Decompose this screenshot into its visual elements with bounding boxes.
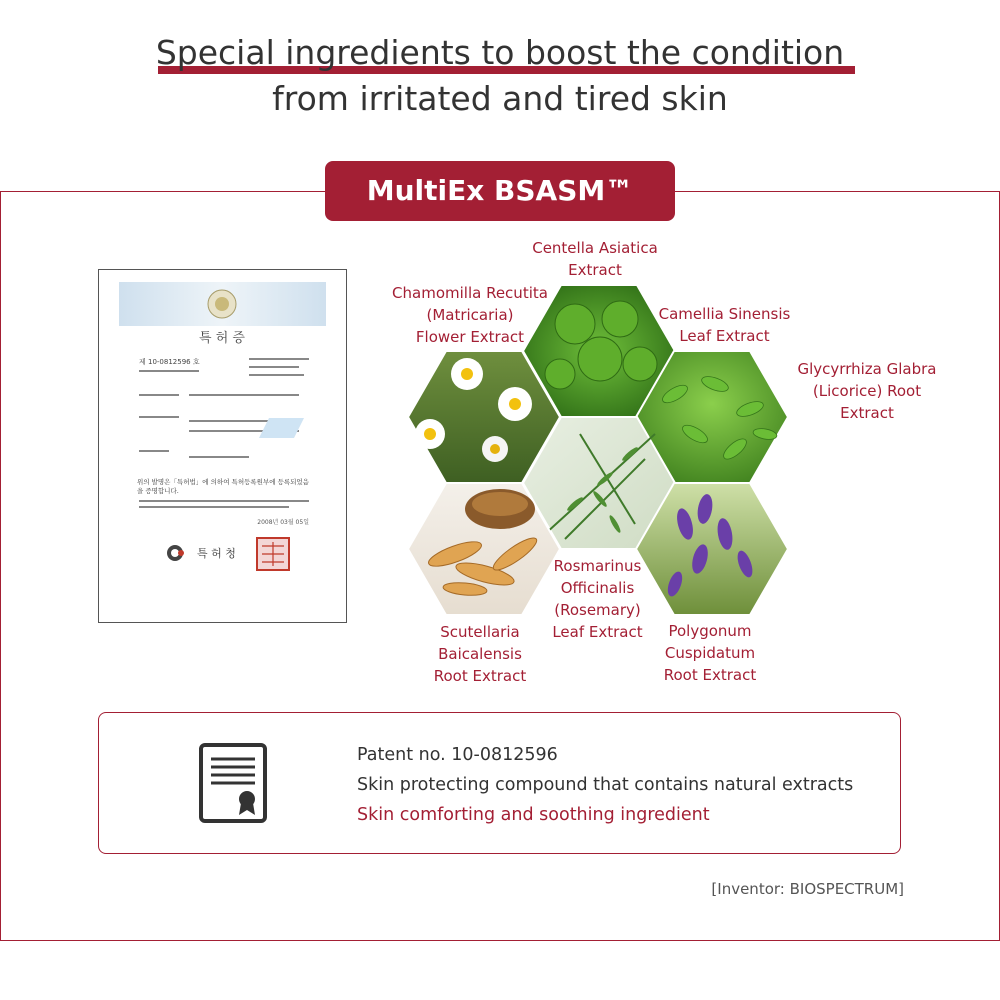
patent-certificate-image <box>98 269 347 623</box>
title-line-1: Special ingredients to boost the condition <box>155 33 845 72</box>
certificate-date: 2008년 03월 05일 <box>257 519 309 526</box>
product-badge: MultiEx BSASM™ <box>325 161 675 221</box>
label-centella: Centella Asiatica Extract <box>532 239 658 279</box>
title-line-2: from irritated and tired skin <box>272 79 728 118</box>
certificate-issuer: 특 허 청 <box>197 547 236 560</box>
ingredient-hexagons <box>405 284 790 620</box>
patent-number: Patent no. 10-0812596 <box>357 745 558 765</box>
page-title <box>0 30 1000 122</box>
certificate-heading: 특 허 증 <box>199 331 245 346</box>
patent-highlight: Skin comforting and soothing ingredient <box>357 805 710 825</box>
label-glycyrrhiza: Glycyrrhiza Glabra (Licorice) Root Extract <box>797 360 937 422</box>
patent-details <box>357 740 853 830</box>
label-chamomilla: Chamomilla Recutita (Matricaria) Flower Extract <box>392 284 548 346</box>
inventor-credit: [Inventor: BIOSPECTRUM] <box>711 880 904 898</box>
label-rosmarinus: Rosmarinus Officinalis (Rosemary) Leaf Extract <box>552 557 643 641</box>
patent-description: Skin protecting compound that contains natural extracts <box>357 775 854 795</box>
label-polygonum: Polygonum Cuspidatum Root Extract <box>663 622 757 684</box>
certificate-number: 제 10-0812596 호 <box>139 358 200 366</box>
label-scutellaria: Scutellaria Baicalensis Root Extract <box>433 623 527 685</box>
certificate-illustration <box>99 270 346 622</box>
label-camellia: Camellia Sinensis Leaf Extract <box>658 305 791 345</box>
certificate-icon <box>199 743 269 828</box>
certificate-body-text: 위의 발명은「특허법」에 의하여 특허등록원부에 등록되었음을 증명합니다. <box>137 478 309 495</box>
